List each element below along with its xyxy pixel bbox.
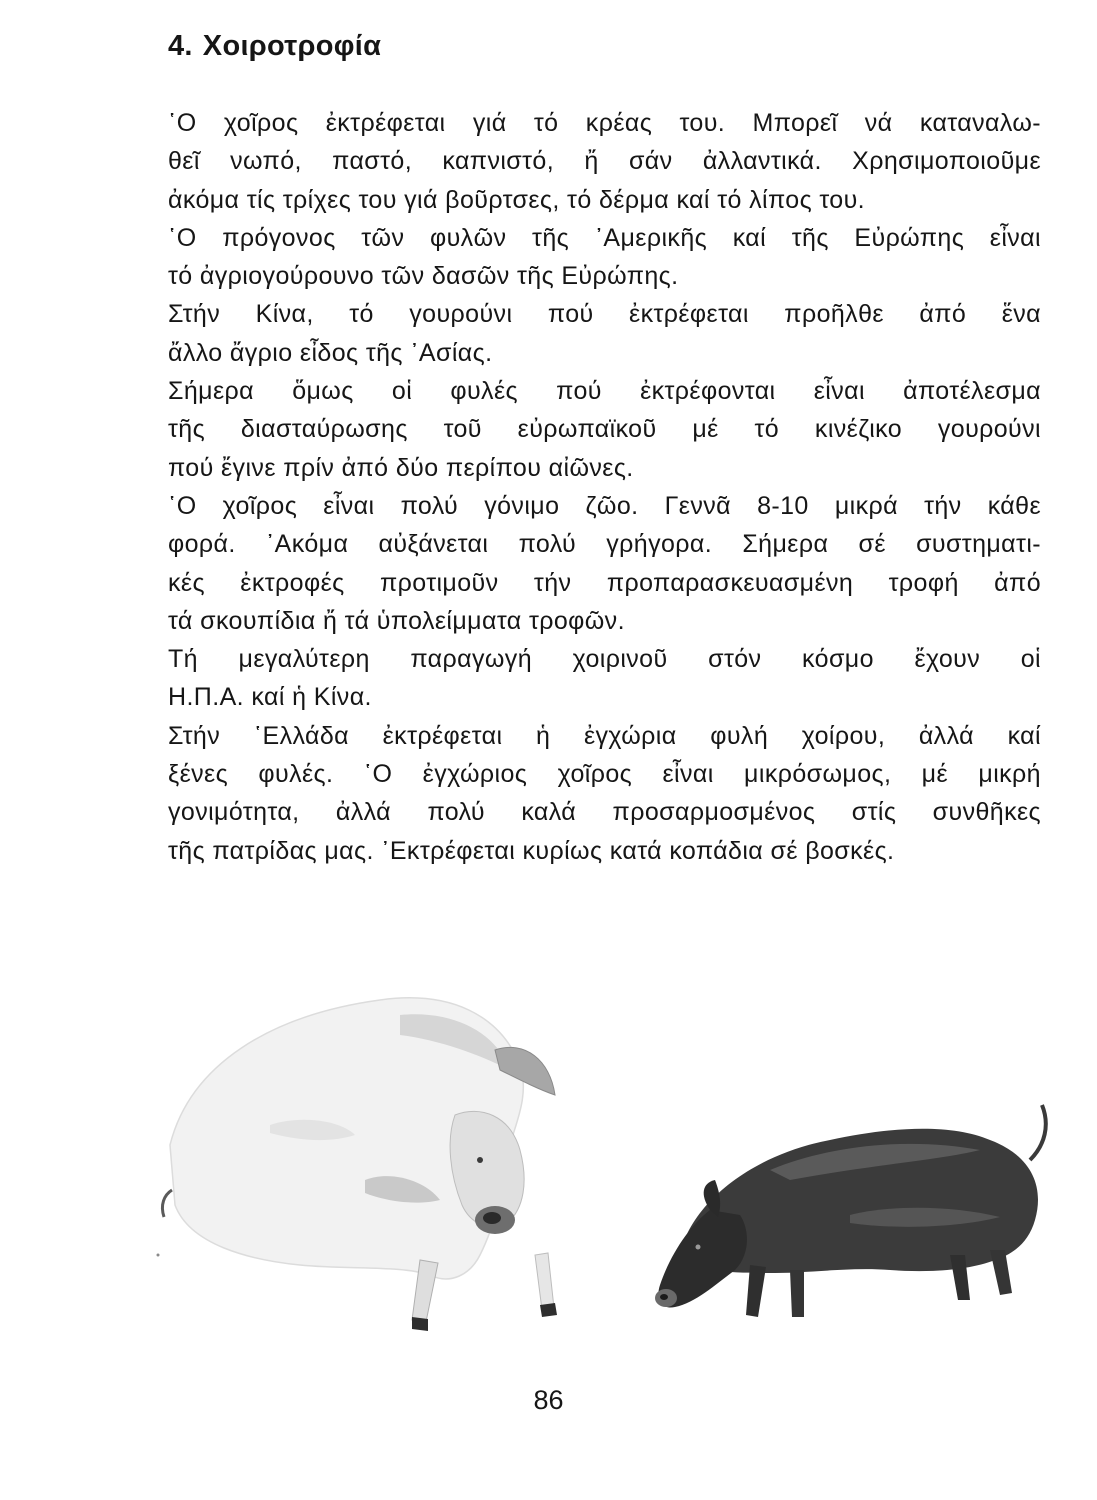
text-line: ῾Ο χοῖρος ἐκτρέφεται γιά τό κρέας του. Μπορεῖ νά καταναλω- (168, 109, 1041, 137)
paragraph (168, 295, 1041, 372)
section-title: Χοιροτροφία (202, 30, 382, 62)
paragraph (168, 487, 1041, 640)
text-line: Στήν Κίνα, τό γουρούνι πού ἐκτρέφεται προῆλθε ἀπό ἕνα (168, 300, 1041, 329)
text-line: Τή μεγαλύτερη παραγωγή χοιρινοῦ στόν κόσμο ἔχουν οἱ (168, 645, 1041, 674)
dark-native-pig-icon (655, 1105, 1046, 1317)
paragraph (168, 640, 1041, 717)
text-line: τό ἀγριογούρουνο τῶν δασῶν τῆς Εὐρώπης. (168, 262, 679, 291)
speck (157, 1254, 160, 1257)
text-line: κές ἐκτροφές προτιμοῦν τήν προπαρασκευασμένη τροφή ἀπό (168, 568, 1041, 597)
pigs-illustration (150, 955, 1060, 1365)
text-line: φορά. ᾿Ακόμα αὐξάνεται πολύ γρήγορα. Σήμερα σέ συστηματι- (168, 530, 1041, 559)
paragraph (168, 372, 1041, 487)
text-line: τῆς διασταύρωσης τοῦ εὐρωπαϊκοῦ μέ τό κινέζικο γουρούνι (168, 415, 1041, 444)
paragraph (168, 717, 1041, 870)
text-line: πού ἔγινε πρίν ἀπό δύο περίπου αἰῶνες. (168, 453, 634, 482)
text-line: τά σκουπίδια ἤ τά ὑπολείμματα τροφῶν. (168, 606, 625, 635)
paragraph (168, 104, 1041, 219)
paragraph (168, 219, 1041, 296)
section-number: 4. (168, 30, 193, 62)
text-line: ἀκόμα τίς τρίχες του γιά βοῦρτσες, τό δέρμα καί τό λίπος του. (168, 185, 866, 214)
text-line: ἄλλο ἄγριο εἶδος τῆς ᾿Ασίας. (168, 338, 493, 367)
text-line: ξένες φυλές. ῾Ο ἐγχώριος χοῖρος εἶναι μικρόσωμος, μέ μικρή (168, 760, 1041, 789)
text-line: τῆς πατρίδας μας. ᾿Εκτρέφεται κυρίως κατά κοπάδια σέ βοσκές. (168, 836, 895, 865)
text-line: γονιμότητα, ἀλλά πολύ καλά προσαρμοσμένος στίς συνθῆκες (168, 798, 1041, 827)
text-line: ῾Ο πρόγονος τῶν φυλῶν τῆς ᾿Αμερικῆς καί τῆς Εὐρώπης εἶναι (168, 223, 1041, 252)
page-number: 86 (533, 1385, 564, 1415)
text-line: ῾Ο χοῖρος εἶναι πολύ γόνιμο ζῶο. Γεννᾶ 8-10 μικρά τήν κάθε (168, 491, 1041, 520)
text-line: Στήν ῾Ελλάδα ἐκτρέφεται ἡ ἐγχώρια φυλή χοίρου, ἀλλά καί (168, 721, 1041, 750)
text-line: Σήμερα ὅμως οἱ φυλές πού ἐκτρέφονται εἶναι ἀποτέλεσμα (168, 377, 1041, 406)
section-heading (168, 30, 381, 63)
text-line: Η.Π.Α. καί ἡ Κίνα. (168, 683, 372, 712)
body-text (168, 104, 1041, 870)
text-line: θεῖ νωπό, παστό, καπνιστό, ἤ σάν ἀλλαντικά. Χρησιμοποιοῦμε (168, 147, 1041, 176)
light-domestic-pig-icon (162, 998, 557, 1331)
